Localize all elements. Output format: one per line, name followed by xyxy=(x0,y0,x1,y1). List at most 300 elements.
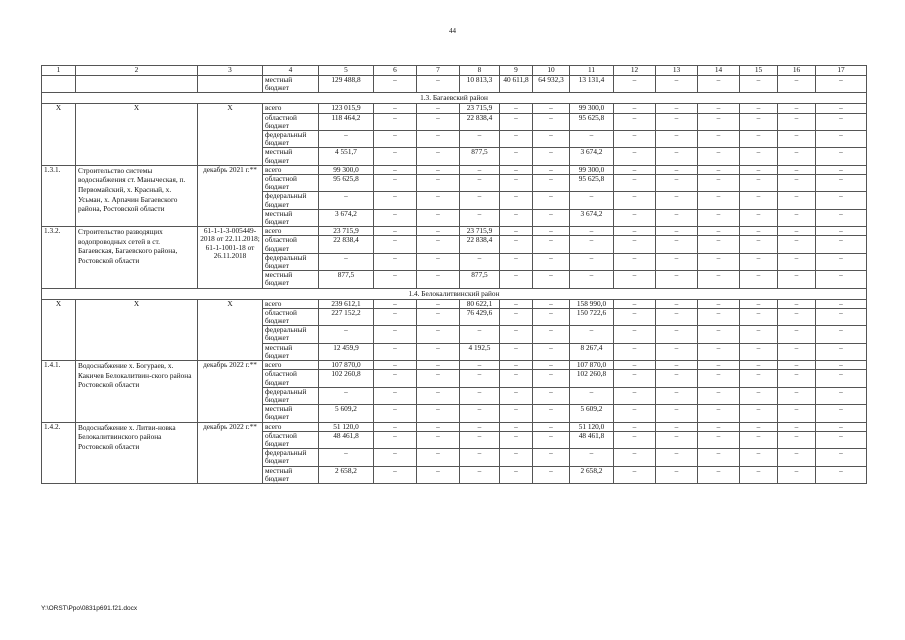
value-cell: – xyxy=(570,326,614,343)
value-cell: – xyxy=(533,422,570,431)
value-cell: – xyxy=(778,236,816,253)
value-cell: – xyxy=(417,449,460,466)
value-cell: – xyxy=(656,343,698,360)
value-cell: – xyxy=(570,227,614,236)
value-cell: – xyxy=(460,387,500,404)
value-cell: – xyxy=(778,449,816,466)
value-cell: – xyxy=(614,271,656,288)
table-body xyxy=(42,66,867,484)
value-cell: – xyxy=(614,466,656,483)
value-cell: 227 152,2 xyxy=(319,308,374,325)
value-cell: – xyxy=(698,148,740,165)
value-cell: – xyxy=(460,370,500,387)
value-cell: – xyxy=(533,148,570,165)
value-cell: 23 715,9 xyxy=(460,227,500,236)
value-cell: – xyxy=(698,104,740,113)
page-number: 44 xyxy=(449,27,456,35)
value-cell: – xyxy=(500,192,533,209)
value-cell: – xyxy=(816,209,867,226)
value-cell: – xyxy=(614,361,656,370)
value-cell: – xyxy=(778,422,816,431)
budget-type-label: всего xyxy=(263,104,319,113)
value-cell: – xyxy=(778,387,816,404)
value-cell: 239 612,1 xyxy=(319,299,374,308)
value-cell: – xyxy=(656,370,698,387)
value-cell: – xyxy=(417,431,460,448)
value-cell: – xyxy=(417,227,460,236)
value-cell: – xyxy=(656,192,698,209)
column-header: 8 xyxy=(460,66,500,76)
value-cell: – xyxy=(816,308,867,325)
value-cell: – xyxy=(816,361,867,370)
value-cell: – xyxy=(570,131,614,148)
value-cell: 8 267,4 xyxy=(570,343,614,360)
value-cell: – xyxy=(500,209,533,226)
value-cell: – xyxy=(816,236,867,253)
value-cell: – xyxy=(500,343,533,360)
value-cell: – xyxy=(570,236,614,253)
column-header: 5 xyxy=(319,66,374,76)
value-cell: – xyxy=(656,175,698,192)
value-cell: – xyxy=(460,405,500,422)
value-cell: – xyxy=(656,308,698,325)
value-cell: – xyxy=(374,113,417,130)
value-cell: 76 429,6 xyxy=(460,308,500,325)
cell-x: Х xyxy=(198,299,263,360)
value-cell: – xyxy=(500,422,533,431)
value-cell: – xyxy=(570,253,614,270)
value-cell: – xyxy=(740,192,778,209)
value-cell: – xyxy=(816,271,867,288)
value-cell: – xyxy=(656,271,698,288)
value-cell: – xyxy=(614,405,656,422)
table-row xyxy=(42,76,867,93)
value-cell: – xyxy=(319,253,374,270)
value-cell: – xyxy=(778,104,816,113)
value-cell: – xyxy=(533,131,570,148)
value-cell: – xyxy=(698,165,740,174)
value-cell: 158 990,0 xyxy=(570,299,614,308)
value-cell: – xyxy=(500,405,533,422)
value-cell: – xyxy=(319,449,374,466)
budget-type-label: федеральный бюджет xyxy=(263,326,319,343)
value-cell: – xyxy=(698,343,740,360)
budget-type-label: всего xyxy=(263,299,319,308)
value-cell: – xyxy=(740,449,778,466)
value-cell: – xyxy=(778,131,816,148)
value-cell: – xyxy=(740,299,778,308)
value-cell: – xyxy=(740,271,778,288)
value-cell: – xyxy=(816,299,867,308)
value-cell: – xyxy=(570,192,614,209)
value-cell: – xyxy=(319,192,374,209)
value-cell: – xyxy=(460,209,500,226)
budget-type-label: областной бюджет xyxy=(263,431,319,448)
value-cell: – xyxy=(533,466,570,483)
cell-x: Х xyxy=(42,299,76,360)
budget-type-label: федеральный бюджет xyxy=(263,253,319,270)
value-cell: 51 120,0 xyxy=(319,422,374,431)
value-cell: – xyxy=(500,227,533,236)
section-title: 1.3. Багаевский район xyxy=(42,93,867,104)
value-cell: – xyxy=(533,175,570,192)
value-cell: 2 658,2 xyxy=(570,466,614,483)
value-cell: – xyxy=(740,227,778,236)
value-cell: – xyxy=(698,175,740,192)
value-cell: – xyxy=(533,405,570,422)
value-cell: – xyxy=(500,271,533,288)
value-cell: – xyxy=(614,131,656,148)
value-cell: – xyxy=(500,175,533,192)
value-cell: – xyxy=(417,326,460,343)
value-cell: 102 260,8 xyxy=(319,370,374,387)
value-cell: – xyxy=(816,370,867,387)
section-row xyxy=(42,288,867,299)
cell-empty xyxy=(76,76,198,93)
value-cell: – xyxy=(614,431,656,448)
table-row xyxy=(42,165,867,174)
value-cell: – xyxy=(698,236,740,253)
value-cell: – xyxy=(698,227,740,236)
value-cell: – xyxy=(698,405,740,422)
cell-x: Х xyxy=(76,104,198,165)
value-cell: – xyxy=(816,326,867,343)
value-cell: – xyxy=(656,405,698,422)
value-cell: 40 611,8 xyxy=(500,76,533,93)
value-cell: – xyxy=(698,299,740,308)
value-cell: – xyxy=(533,271,570,288)
budget-type-label: федеральный бюджет xyxy=(263,131,319,148)
table-row xyxy=(42,361,867,370)
value-cell: 3 674,2 xyxy=(570,148,614,165)
value-cell: – xyxy=(374,104,417,113)
item-name: Строительство разводящих водопроводных сетей в ст. Багаевская, Багаевского района, Ростовской области xyxy=(76,227,198,288)
value-cell: – xyxy=(417,131,460,148)
value-cell: – xyxy=(816,76,867,93)
table-row xyxy=(42,104,867,113)
value-cell: – xyxy=(319,326,374,343)
value-cell: – xyxy=(816,175,867,192)
value-cell: – xyxy=(698,192,740,209)
value-cell: – xyxy=(570,387,614,404)
value-cell: – xyxy=(816,148,867,165)
value-cell: 107 870,0 xyxy=(570,361,614,370)
cell-x: Х xyxy=(42,104,76,165)
cell-empty xyxy=(42,76,76,93)
value-cell: – xyxy=(778,431,816,448)
value-cell: 23 715,9 xyxy=(460,104,500,113)
value-cell: – xyxy=(740,131,778,148)
value-cell: – xyxy=(533,104,570,113)
value-cell: 22 838,4 xyxy=(319,236,374,253)
value-cell: 13 131,4 xyxy=(570,76,614,93)
column-header: 17 xyxy=(816,66,867,76)
value-cell: – xyxy=(698,113,740,130)
value-cell: – xyxy=(374,299,417,308)
value-cell: – xyxy=(374,361,417,370)
value-cell: – xyxy=(500,148,533,165)
value-cell: – xyxy=(460,165,500,174)
value-cell: 129 488,8 xyxy=(319,76,374,93)
value-cell: – xyxy=(533,192,570,209)
value-cell: – xyxy=(816,192,867,209)
value-cell: – xyxy=(500,236,533,253)
value-cell: – xyxy=(374,308,417,325)
value-cell: – xyxy=(656,209,698,226)
value-cell: – xyxy=(374,227,417,236)
value-cell: 64 932,3 xyxy=(533,76,570,93)
value-cell: 877,5 xyxy=(460,148,500,165)
budget-type-label: всего xyxy=(263,165,319,174)
budget-type-label: местный бюджет xyxy=(263,405,319,422)
value-cell: – xyxy=(460,175,500,192)
value-cell: – xyxy=(778,466,816,483)
value-cell: – xyxy=(614,299,656,308)
budget-type-label: областной бюджет xyxy=(263,175,319,192)
column-header: 13 xyxy=(656,66,698,76)
value-cell: 5 609,2 xyxy=(570,405,614,422)
value-cell: 99 300,0 xyxy=(570,165,614,174)
value-cell: 22 838,4 xyxy=(460,236,500,253)
value-cell: 107 870,0 xyxy=(319,361,374,370)
value-cell: – xyxy=(778,343,816,360)
value-cell: – xyxy=(533,370,570,387)
budget-type-label: федеральный бюджет xyxy=(263,192,319,209)
value-cell: – xyxy=(740,209,778,226)
value-cell: – xyxy=(740,405,778,422)
value-cell: – xyxy=(614,253,656,270)
value-cell: – xyxy=(533,253,570,270)
budget-type-label: всего xyxy=(263,361,319,370)
value-cell: – xyxy=(698,466,740,483)
budget-type-label: федеральный бюджет xyxy=(263,449,319,466)
value-cell: – xyxy=(816,431,867,448)
value-cell: – xyxy=(816,113,867,130)
value-cell: – xyxy=(500,165,533,174)
value-cell: – xyxy=(698,308,740,325)
value-cell: 12 459,9 xyxy=(319,343,374,360)
value-cell: – xyxy=(374,343,417,360)
value-cell: 3 674,2 xyxy=(319,209,374,226)
footer-path: Y:\ORST\Ppo\0831p691.f21.docx xyxy=(41,605,138,612)
budget-type-label: местный бюджет xyxy=(263,209,319,226)
value-cell: – xyxy=(778,148,816,165)
value-cell: – xyxy=(417,192,460,209)
value-cell: – xyxy=(816,227,867,236)
value-cell: 102 260,8 xyxy=(570,370,614,387)
value-cell: – xyxy=(374,422,417,431)
value-cell: – xyxy=(614,165,656,174)
column-header: 14 xyxy=(698,66,740,76)
value-cell: – xyxy=(417,387,460,404)
item-deadline: 61-1-1-3-005449-2018 от 22.11.2018; 61-1-1001-18 от 26.11.2018 xyxy=(198,227,263,288)
column-header: 9 xyxy=(500,66,533,76)
value-cell: – xyxy=(614,148,656,165)
value-cell: – xyxy=(816,104,867,113)
value-cell: – xyxy=(500,466,533,483)
value-cell: – xyxy=(374,370,417,387)
budget-type-label: местный бюджет xyxy=(263,76,319,93)
value-cell: 150 722,6 xyxy=(570,308,614,325)
value-cell: – xyxy=(614,422,656,431)
value-cell: – xyxy=(740,431,778,448)
budget-type-label: всего xyxy=(263,227,319,236)
value-cell: – xyxy=(656,227,698,236)
value-cell: 48 461,8 xyxy=(319,431,374,448)
value-cell: – xyxy=(417,209,460,226)
value-cell: – xyxy=(778,76,816,93)
item-deadline: декабрь 2022 г.** xyxy=(198,422,263,483)
column-header: 6 xyxy=(374,66,417,76)
column-header: 7 xyxy=(417,66,460,76)
value-cell: – xyxy=(740,387,778,404)
value-cell: – xyxy=(656,466,698,483)
value-cell: 2 658,2 xyxy=(319,466,374,483)
cell-x: Х xyxy=(198,104,263,165)
value-cell: – xyxy=(533,326,570,343)
value-cell: – xyxy=(417,405,460,422)
value-cell: 22 838,4 xyxy=(460,113,500,130)
value-cell: – xyxy=(533,113,570,130)
section-title: 1.4. Белокалитвинский район xyxy=(42,288,867,299)
value-cell: 99 300,0 xyxy=(570,104,614,113)
column-header: 1 xyxy=(42,66,76,76)
value-cell: 80 622,1 xyxy=(460,299,500,308)
value-cell: – xyxy=(698,431,740,448)
value-cell: – xyxy=(417,308,460,325)
value-cell: – xyxy=(374,165,417,174)
value-cell: – xyxy=(417,76,460,93)
value-cell: 95 625,8 xyxy=(319,175,374,192)
value-cell: 4 192,5 xyxy=(460,343,500,360)
column-header: 4 xyxy=(263,66,319,76)
value-cell: – xyxy=(816,131,867,148)
value-cell: – xyxy=(816,449,867,466)
value-cell: – xyxy=(374,253,417,270)
value-cell: – xyxy=(500,370,533,387)
value-cell: – xyxy=(778,299,816,308)
value-cell: – xyxy=(740,422,778,431)
value-cell: – xyxy=(740,175,778,192)
value-cell: – xyxy=(533,165,570,174)
value-cell: – xyxy=(374,76,417,93)
value-cell: – xyxy=(374,209,417,226)
value-cell: – xyxy=(816,253,867,270)
value-cell: – xyxy=(500,387,533,404)
value-cell: – xyxy=(460,361,500,370)
value-cell: – xyxy=(740,466,778,483)
value-cell: – xyxy=(500,326,533,343)
item-name: Водоснабжение х. Богураев, х. Какичев Белокалитвин-ского района Ростовской области xyxy=(76,361,198,422)
value-cell: – xyxy=(417,361,460,370)
value-cell: – xyxy=(614,326,656,343)
value-cell: – xyxy=(374,449,417,466)
item-name: Водоснабжение х. Литви-новка Белокалитвинского района Ростовской области xyxy=(76,422,198,483)
value-cell: – xyxy=(656,165,698,174)
value-cell: – xyxy=(500,308,533,325)
value-cell: – xyxy=(816,405,867,422)
item-number: 1.4.1. xyxy=(42,361,76,422)
value-cell: – xyxy=(656,253,698,270)
value-cell: – xyxy=(374,387,417,404)
budget-type-label: областной бюджет xyxy=(263,113,319,130)
value-cell: – xyxy=(500,104,533,113)
value-cell: – xyxy=(656,113,698,130)
value-cell: 3 674,2 xyxy=(570,209,614,226)
value-cell: – xyxy=(460,326,500,343)
value-cell: – xyxy=(656,148,698,165)
value-cell: – xyxy=(656,449,698,466)
budget-table xyxy=(41,65,867,484)
value-cell: – xyxy=(740,343,778,360)
value-cell: – xyxy=(319,387,374,404)
value-cell: – xyxy=(698,209,740,226)
value-cell: – xyxy=(740,165,778,174)
value-cell: – xyxy=(417,236,460,253)
value-cell: 48 461,8 xyxy=(570,431,614,448)
value-cell: 95 625,8 xyxy=(570,175,614,192)
value-cell: – xyxy=(533,343,570,360)
value-cell: – xyxy=(656,387,698,404)
value-cell: – xyxy=(319,131,374,148)
value-cell: – xyxy=(417,370,460,387)
value-cell: – xyxy=(460,449,500,466)
value-cell: – xyxy=(656,299,698,308)
value-cell: 123 015,9 xyxy=(319,104,374,113)
value-cell: – xyxy=(656,131,698,148)
value-cell: 95 625,8 xyxy=(570,113,614,130)
value-cell: – xyxy=(533,361,570,370)
value-cell: – xyxy=(740,76,778,93)
value-cell: – xyxy=(570,271,614,288)
value-cell: – xyxy=(656,422,698,431)
budget-type-label: федеральный бюджет xyxy=(263,387,319,404)
budget-type-label: местный бюджет xyxy=(263,466,319,483)
value-cell: – xyxy=(533,308,570,325)
value-cell: – xyxy=(778,361,816,370)
column-header: 11 xyxy=(570,66,614,76)
value-cell: – xyxy=(533,431,570,448)
value-cell: – xyxy=(740,326,778,343)
value-cell: – xyxy=(778,405,816,422)
value-cell: – xyxy=(778,308,816,325)
value-cell: – xyxy=(698,370,740,387)
value-cell: – xyxy=(614,227,656,236)
value-cell: – xyxy=(698,422,740,431)
value-cell: – xyxy=(740,148,778,165)
value-cell: – xyxy=(614,343,656,360)
value-cell: – xyxy=(778,271,816,288)
value-cell: – xyxy=(374,148,417,165)
value-cell: – xyxy=(500,431,533,448)
item-deadline: декабрь 2021 г.** xyxy=(198,165,263,226)
value-cell: – xyxy=(698,361,740,370)
value-cell: – xyxy=(656,76,698,93)
value-cell: – xyxy=(417,113,460,130)
value-cell: 5 609,2 xyxy=(319,405,374,422)
value-cell: – xyxy=(698,326,740,343)
value-cell: – xyxy=(740,361,778,370)
budget-type-label: местный бюджет xyxy=(263,271,319,288)
value-cell: – xyxy=(698,253,740,270)
value-cell: – xyxy=(816,466,867,483)
item-number: 1.3.2. xyxy=(42,227,76,288)
value-cell: – xyxy=(778,192,816,209)
value-cell: – xyxy=(417,299,460,308)
budget-type-label: местный бюджет xyxy=(263,343,319,360)
value-cell: – xyxy=(778,175,816,192)
value-cell: – xyxy=(500,253,533,270)
